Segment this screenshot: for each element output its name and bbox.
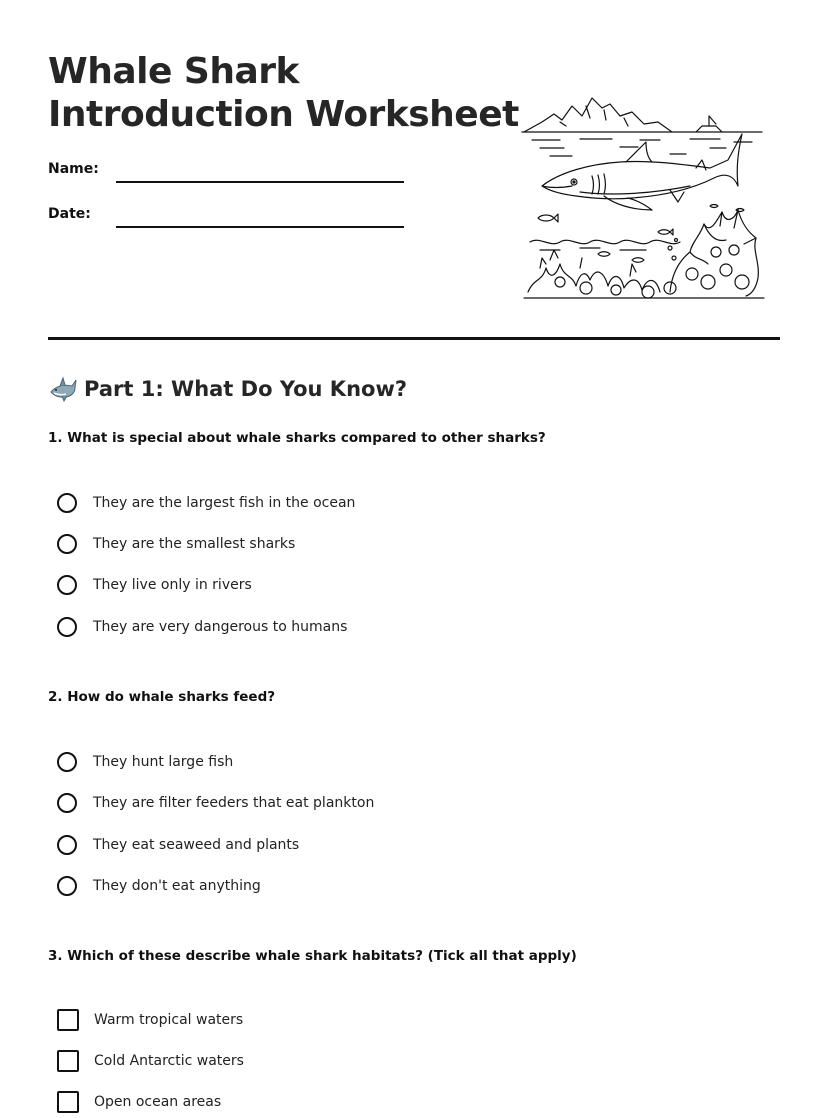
question-1-option-1[interactable] (57, 490, 355, 516)
whale-shark-illustration (520, 92, 770, 307)
date-field (48, 206, 408, 236)
question-2-option-4[interactable] (57, 873, 261, 899)
name-line[interactable] (116, 181, 404, 183)
question-3-option-3[interactable] (57, 1089, 221, 1115)
checkbox[interactable] (57, 1009, 79, 1031)
radio-button[interactable] (57, 793, 77, 813)
checkbox[interactable] (57, 1050, 79, 1072)
title-line-2: Introduction Worksheet (48, 94, 519, 135)
question-2-option-1[interactable] (57, 749, 233, 775)
option-label: They are the largest fish in the ocean (93, 495, 356, 511)
part-1-heading-text: Part 1: What Do You Know? (84, 377, 408, 401)
option-label: They hunt large fish (93, 754, 234, 770)
question-3-option-2[interactable] (57, 1048, 244, 1074)
question-1-option-4[interactable] (57, 614, 347, 640)
question-3-option-1[interactable] (57, 1007, 243, 1033)
shark-emoji-icon (48, 374, 78, 404)
name-label: Name: (48, 161, 99, 177)
radio-button[interactable] (57, 493, 77, 513)
option-label: They are very dangerous to humans (93, 619, 348, 635)
option-label: Open ocean areas (94, 1094, 222, 1110)
radio-button[interactable] (57, 534, 77, 554)
question-1: 1. What is special about whale sharks compared to other sharks? (48, 430, 546, 446)
option-label: Warm tropical waters (94, 1012, 244, 1028)
date-line[interactable] (116, 226, 404, 228)
option-label: They live only in rivers (93, 577, 252, 593)
radio-button[interactable] (57, 617, 77, 637)
worksheet-title (48, 50, 519, 136)
question-1-option-2[interactable] (57, 531, 295, 557)
title-line-1: Whale Shark (48, 51, 299, 92)
question-2: 2. How do whale sharks feed? (48, 689, 276, 705)
question-1-option-3[interactable] (57, 572, 252, 598)
radio-button[interactable] (57, 876, 77, 896)
question-2-option-2[interactable] (57, 790, 374, 816)
date-label: Date: (48, 206, 91, 222)
part-1-heading (48, 373, 407, 405)
question-2-option-3[interactable] (57, 832, 299, 858)
checkbox[interactable] (57, 1091, 79, 1113)
option-label: They are filter feeders that eat plankton (93, 795, 375, 811)
option-label: They eat seaweed and plants (93, 837, 300, 853)
radio-button[interactable] (57, 835, 77, 855)
option-label: They don't eat anything (93, 878, 261, 894)
name-field (48, 161, 408, 191)
option-label: They are the smallest sharks (93, 536, 296, 552)
radio-button[interactable] (57, 575, 77, 595)
section-divider (48, 337, 780, 340)
question-3: 3. Which of these describe whale shark habitats? (Tick all that apply) (48, 948, 577, 964)
option-label: Cold Antarctic waters (94, 1053, 244, 1069)
radio-button[interactable] (57, 752, 77, 772)
